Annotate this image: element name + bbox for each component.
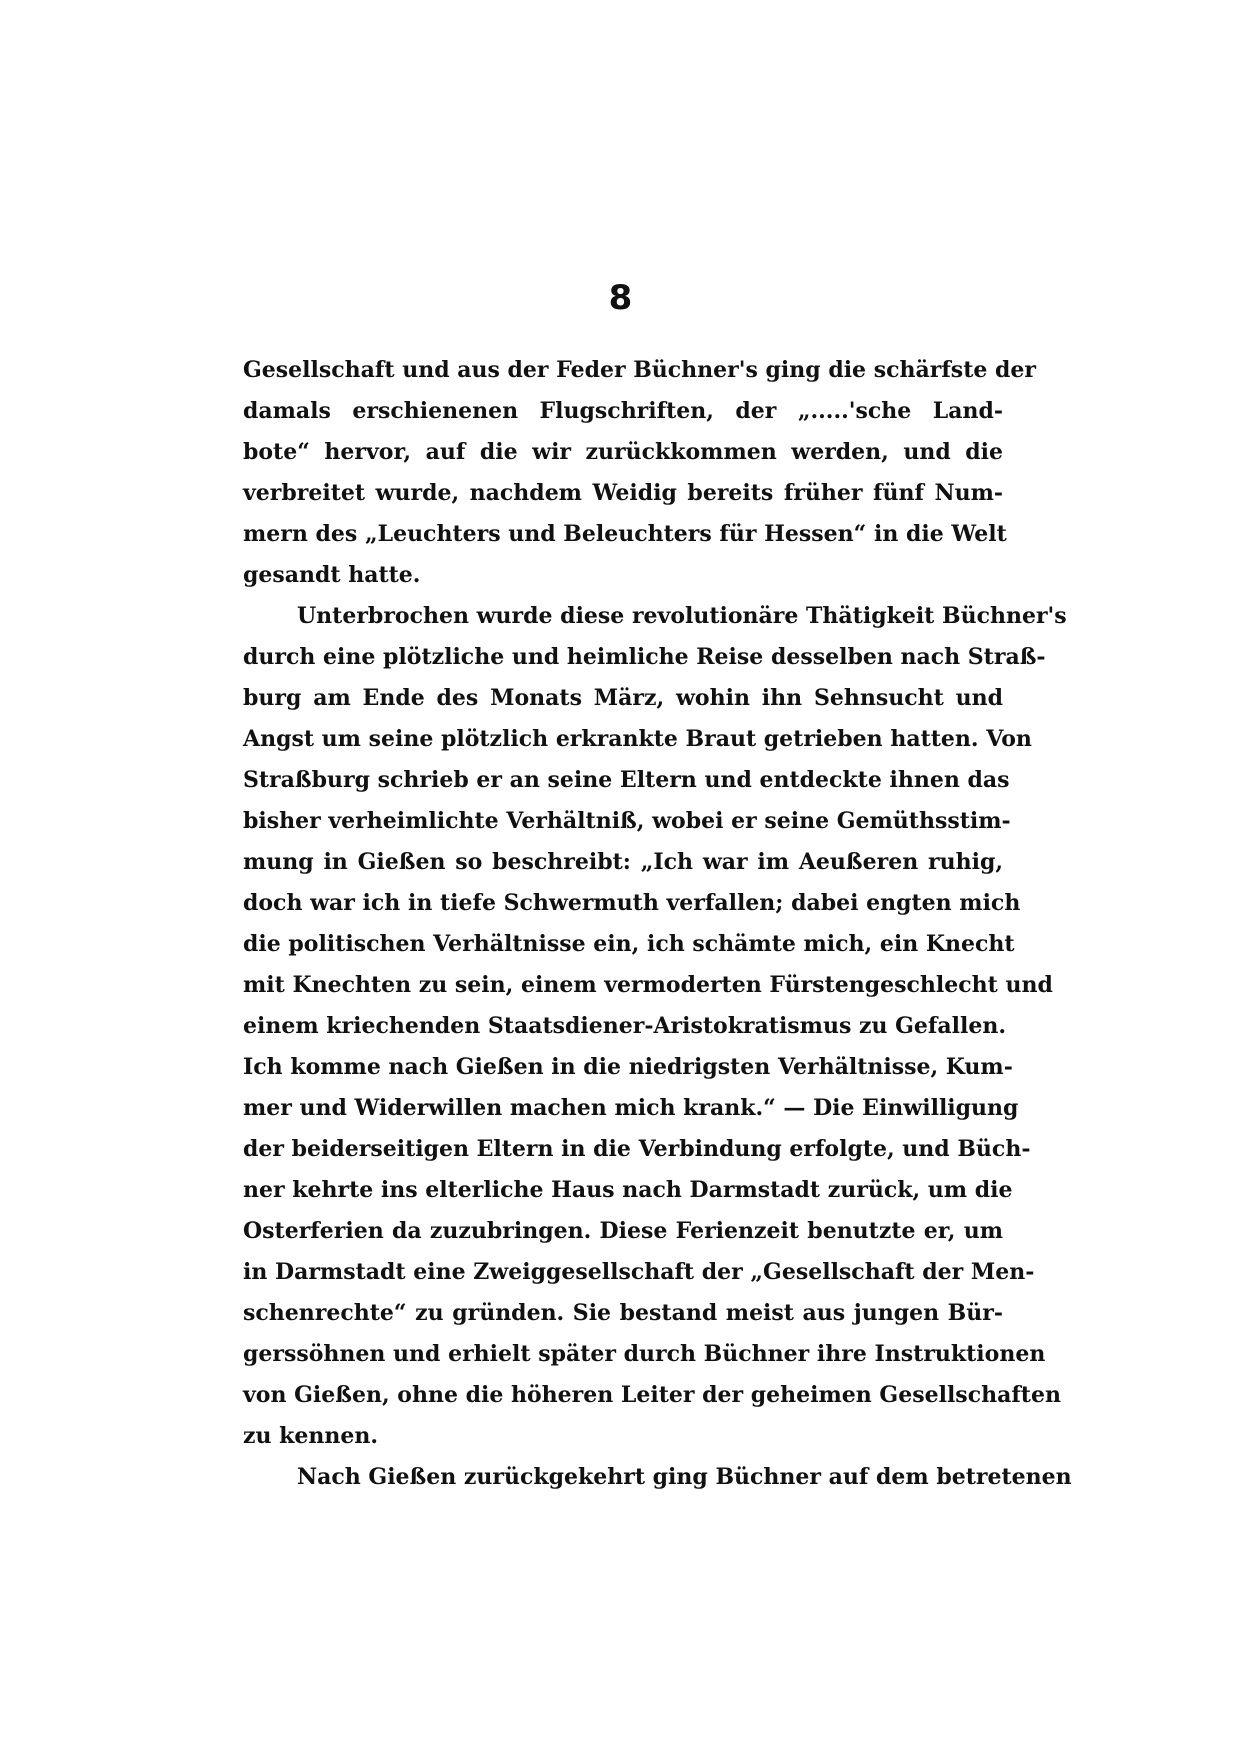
text-line: gesandt hatte.	[243, 562, 421, 588]
text-line: in Darmstadt eine Zweiggesellschaft der „Gesellschaft der Men-	[243, 1259, 1035, 1285]
text-line: mit Knechten zu sein, einem vermoderten Fürstengeschlecht und	[243, 972, 1053, 998]
text-line: der beiderseitigen Eltern in die Verbindung erfolgte, und Büch-	[243, 1136, 1031, 1162]
text-line: von Gießen, ohne die höheren Leiter der geheimen Gesellschaften	[243, 1382, 1061, 1408]
text-line: Nach Gießen zurückgekehrt ging Büchner auf dem betretenen	[297, 1464, 1072, 1490]
body-text	[243, 350, 1072, 1498]
text-line: schenrechte“ zu gründen. Sie bestand meist aus jungen Bür-	[243, 1300, 1003, 1326]
text-line: durch eine plötzliche und heimliche Reise desselben nach Straß-	[243, 644, 1046, 670]
text-line: Osterferien da zuzubringen. Diese Ferienzeit benutzte er, um	[243, 1218, 1003, 1244]
text-line: doch war ich in tiefe Schwermuth verfallen; dabei engten mich	[243, 890, 1021, 916]
text-line: gerssöhnen und erhielt später durch Büchner ihre Instruktionen	[243, 1341, 1046, 1367]
page-number: 8	[608, 278, 633, 318]
text-line: verbreitet wurde, nachdem Weidig bereits früher fünf Num-	[243, 480, 1003, 506]
text-line: einem kriechenden Staatsdiener-Aristokratismus zu Gefallen.	[243, 1013, 1007, 1039]
text-line: bote“ hervor, auf die wir zurückkommen werden, und die	[243, 439, 1003, 465]
text-line: Ich komme nach Gießen in die niedrigsten Verhältnisse, Kum-	[243, 1054, 1013, 1080]
text-line: Gesellschaft und aus der Feder Büchner's ging die schärfste der	[243, 357, 1036, 383]
text-line: zu kennen.	[243, 1423, 379, 1449]
text-line: mer und Widerwillen machen mich krank.“ — Die Einwilligung	[243, 1095, 1019, 1121]
text-line: mern des „Leuchters und Beleuchters für Hessen“ in die Welt	[243, 521, 1007, 547]
text-line: Unterbrochen wurde diese revolutionäre Thätigkeit Büchner's	[297, 603, 1067, 629]
text-line: Straßburg schrieb er an seine Eltern und entdeckte ihnen das	[243, 767, 1010, 793]
text-line: mung in Gießen so beschreibt: „Ich war im Aeußeren ruhig,	[243, 849, 1003, 875]
text-line: Angst um seine plötzlich erkrankte Braut getrieben hatten. Von	[243, 726, 1032, 752]
text-line: ner kehrte ins elterliche Haus nach Darmstadt zurück, um die	[243, 1177, 1013, 1203]
text-line: burg am Ende des Monats März, wohin ihn Sehnsucht und	[243, 685, 1003, 711]
text-line: die politischen Verhältnisse ein, ich schämte mich, ein Knecht	[243, 931, 1015, 957]
text-line: bisher verheimlichte Verhältniß, wobei er seine Gemüthsstim-	[243, 808, 1011, 834]
text-line: damals erschienenen Flugschriften, der „.....'sche Land-	[243, 398, 1003, 424]
